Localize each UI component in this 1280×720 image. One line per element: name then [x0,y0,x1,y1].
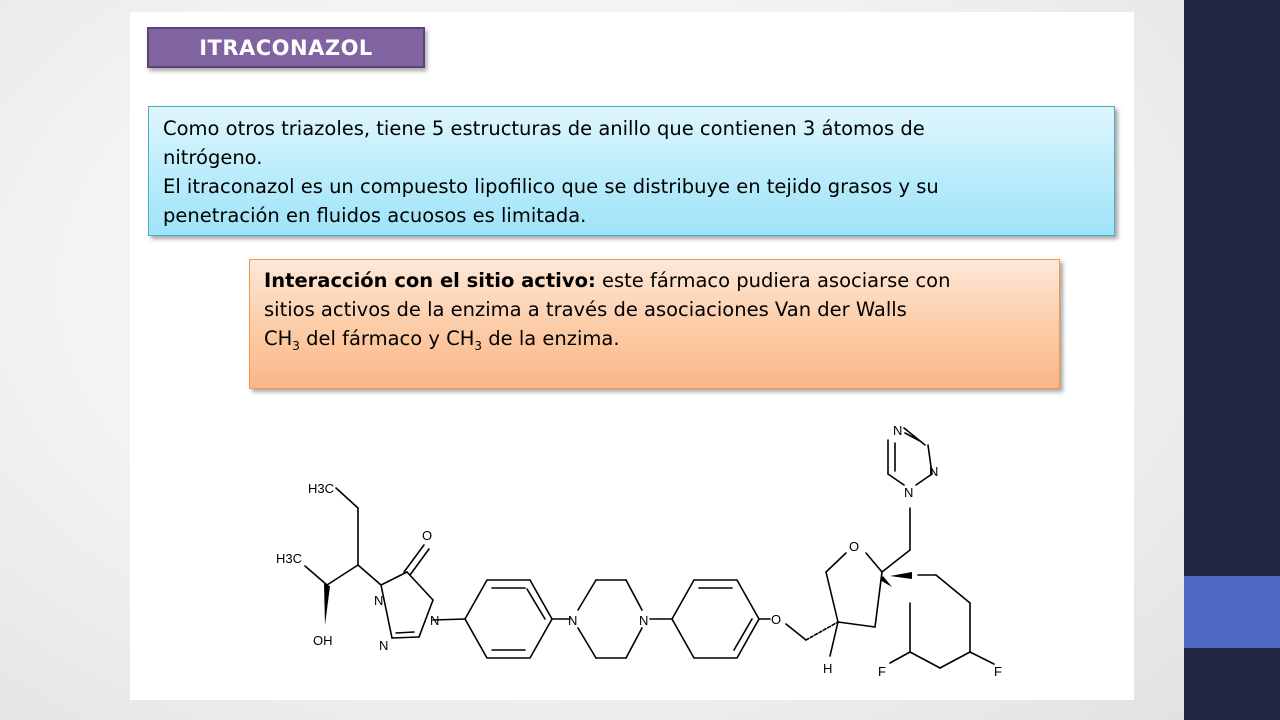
triazole-n-top-label: N [893,423,903,438]
piperazine-n-left-label: N [568,613,578,628]
interaction-text: de la enzima. [482,327,620,350]
triazolone-n1-label: N [374,593,384,608]
triazolone-n4-label: N [430,613,440,628]
triazole-n-right-label: N [929,464,939,479]
ch3-subscript: 3 [474,338,483,353]
triazolone-n2-label: N [379,638,389,653]
ch3-subscript: 3 [292,338,300,353]
interaction-text: este fármaco pudiera asociarse con [595,269,951,292]
interaction-heading: Interacción con el sitio activo: [264,269,596,292]
piperazine-n-right-label: N [639,613,649,628]
info-line: penetración en fluidos acuosos es limitada. [163,204,587,227]
info-line: nitrógeno. [163,146,263,169]
ch3-formula: CH [264,327,293,350]
ether-o-label: O [771,612,782,627]
info-line: El itraconazol es un compuesto lipofilico que se distribuye en tejido grasos y su [163,175,939,198]
h3c-top-label: H3C [308,481,335,496]
fluorine-left-label: F [878,664,886,679]
h3c-mid-label: H3C [276,551,303,566]
fluorine-right-label: F [994,664,1002,679]
stereo-h-label: H [823,661,833,676]
sidebar-accent-block [1184,576,1280,648]
carbonyl-o-label: O [422,528,433,543]
thf-o-label: O [849,539,860,554]
info-line: Como otros triazoles, tiene 5 estructuras de anillo que contienen 3 átomos de [163,117,925,140]
triazole-n-bottom-label: N [904,485,914,500]
oh-label: OH [313,633,333,648]
interaction-text: del fármaco y [299,327,447,350]
interaction-line: sitios activos de la enzima a través de asociaciones Van der Walls [264,298,907,321]
ch3-formula: CH [446,327,475,350]
slide-title-text: ITRACONAZOL [199,35,373,60]
